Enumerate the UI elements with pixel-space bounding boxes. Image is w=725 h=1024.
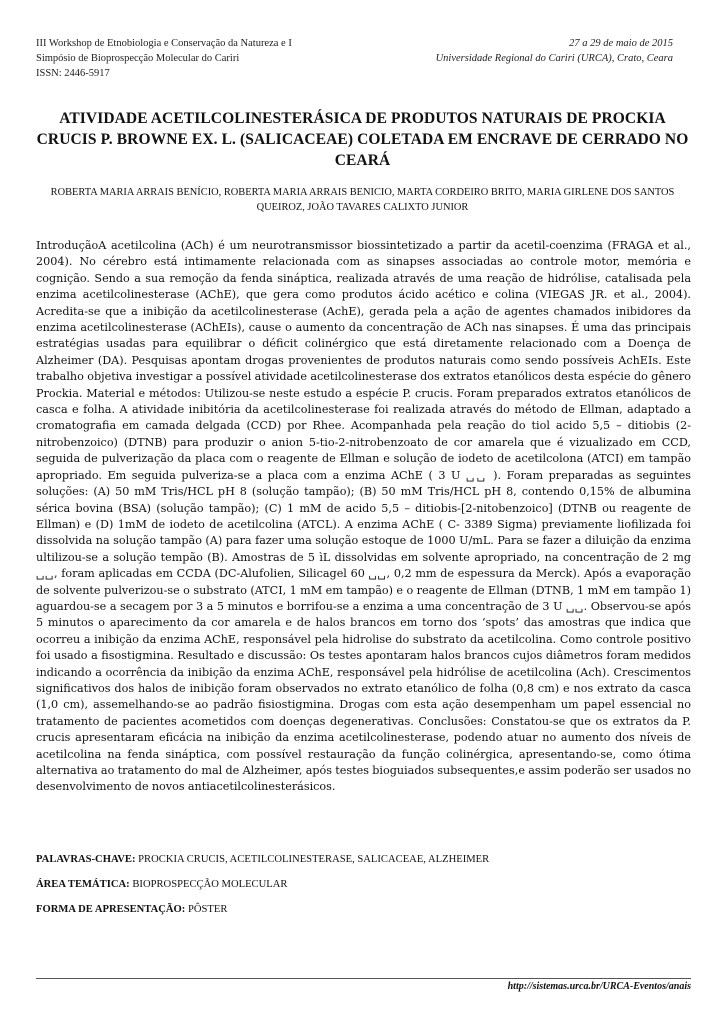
area-line <box>36 879 691 890</box>
keywords-label: PALAVRAS-CHAVE: <box>36 854 136 865</box>
area-label: ÁREA TEMÁTICA: <box>36 879 130 890</box>
area-value: BIOPROSPECÇÃO MOLECULAR <box>132 879 288 890</box>
footer-divider <box>36 978 691 979</box>
presentation-value: PÔSTER <box>187 904 228 915</box>
issn: ISSN: 2446-5917 <box>36 68 110 79</box>
event-name-line1: III Workshop de Etnobiologia e Conservação da Natureza e I <box>36 38 292 49</box>
author-list: ROBERTA MARIA ARRAIS BENÍCIO, ROBERTA MARIA ARRAIS BENICIO, MARTA CORDEIRO BRITO, MARIA GIRLENE DOS SANTOS QUEIROZ, JOÃO TAVARES CALIXTO JUNIOR <box>50 187 675 213</box>
event-info <box>36 36 292 81</box>
event-date: 27 a 29 de maio de 2015 <box>569 38 673 49</box>
abstract-body: IntroduçãoA acetilcolina (ACh) é um neurotransmissor biossintetizado a partir da acetil-coenzima (FRAGA et al., 2004). No cérebro está intimamente relacionada com as sinapses associadas ao controle motor, memória e cognição. Sendo a sua remoção da fenda sináptica, realizada através de uma reação de hidrólise, catalisada pela enzima acetilcolinesterase (AChE), que gera como produtos ácido acético e colina (VIEGAS JR. et al., 2004). Acredita-se que a inibição da acetilcolinesterase (AchE), gerada pela a ação de agentes chamados inibidores da enzima acetilcolinesterase (AChEIs), cause o aumento da concentração de ACh nas sinapses. É uma das principais estratégias usadas para equilibrar o déficit colinérgico que está diretamente relacionado com a Doença de Alzheimer (DA). Pesquisas apontam drogas provenientes de produtos naturais como sendo possíveis AchEIs. Este trabalho objetiva investigar a possível atividade acetilcolinesterase dos extratos etanólicos desta espécie do gênero Prockia. Material e métodos: Utilizou-se neste estudo a espécie P. crucis. Foram preparados extratos etanólicos de casca e folha. A atividade inibitória da acetilcolinesterase foi realizada através do método de Ellman, adaptado a cromatografia em camada delgada (CCD) por Rhee. Acompanhada pela reação do tiol acido 5,5 – ditiobis (2-nitrobenzoico) (DTNB) para produzir o anion 5-tio-2-nitrobenzoato de cor amarela que é vizualizado em CCD, seguida de pulverização da placa com o reagente de Ellman e solução de iodeto de acetilcolona (ATCI) em tampão apropriado. Em seguida pulveriza-se a placa com a enzima AChE ( 3 U ␣␣ ). Foram preparadas as seguintes soluções: (A) 50 mM Tris/HCL pH 8 (solução tampão); (B) 50 mM Tris/HCL pH 8, contendo 0,15% de albumina sérica bovina (BSA) (solução tampão); (C) 1 mM de acido 5,5 – ditiobis-[2-nitobenzoico] (DTNB ou reagente de Ellman) e (D) 1mM de iodeto de acetilcolina (ATCL). A enzima AChE ( C- 3389 Sigma) previamente liofilizada foi dissolvida na solução tampão (A) para fazer uma solução estoque de 1000 U/mL. Para se fazer a diluição da enzima ultilizou-se a solução tempão (B). Amostras de 5 ìL dissolvidas em solvente apropriado, na concentração de 2 mg ␣␣, foram aplicadas em CCDA (DC-Alufolien, Silicagel 60 ␣␣, 0,2 mm de espessura da Merck). Após a evaporação de solvente pulverizou-se o substrato (ATCI, 1 mM em tampão) e o reagente de Ellman (DTNB, 1 mM em tampão 1) aguardou-se a secagem por 3 a 5 minutos e borrifou-se a enzima a uma concentração de 3 U ␣␣. Observou-se após 5 minutos o aparecimento da cor amarela e de halos brancos em torno dos ‘spots’ das amostras que indica que ocorreu a inibição da enzima AChE, responsável pela hidrolise do substrato da acetilcolina. Como controle positivo foi usado a fisostigmina. Resultado e discussão: Os testes apontaram halos brancos cujos diâmetros foram medidos indicando a ocorrência da inibição da enzima AChE, responsável pela hidrólise de acetilcolina (Ach). Crescimentos significativos dos halos de inibição foram observados no extrato etanólico de folha (0,8 cm) e nos extrato da casca (1,0 cm), assemelhando-se ao padrão fisiostigmina. Drogas com esta ação desempenham um papel essencial no tratamento de pacientes acometidos com doenças degenerativas. Conclusões: Constatou-se que os extratos da P. crucis apresentaram eficácia na inibição da enzima acetilcolinesterase, podendo atuar no aumento dos níveis de acetilcolina na fenda sináptica, com possível restauração da função colinérgica, apresentando-se, como ótima alternativa ao tratamento do mal de Alzheimer, após testes bioguiados subsequentes,e assim poderão ser usados no desenvolvimento de novos antiacetilcolinesterásicos. <box>36 239 691 794</box>
presentation-line <box>36 904 691 915</box>
keywords-value: PROCKIA CRUCIS, ACETILCOLINESTERASE, SALICACEAE, ALZHEIMER <box>138 854 490 865</box>
event-location: Universidade Regional do Cariri (URCA), Crato, Ceara <box>435 53 673 64</box>
presentation-label: FORMA DE APRESENTAÇÃO: <box>36 904 186 915</box>
event-date-location <box>436 36 673 66</box>
footer-url[interactable]: http://sistemas.urca.br/URCA-Eventos/anais <box>507 981 691 992</box>
keywords-line <box>36 854 691 865</box>
paper-title: ATIVIDADE ACETILCOLINESTERÁSICA DE PRODUTOS NATURAIS DE PROCKIA CRUCIS P. BROWNE EX. L. (SALICACEAE) COLETADA EM ENCRAVE DE CERRADO NO CEARÁ <box>36 110 689 169</box>
event-name-line2: Simpósio de Bioprospecção Molecular do Cariri <box>36 53 240 64</box>
